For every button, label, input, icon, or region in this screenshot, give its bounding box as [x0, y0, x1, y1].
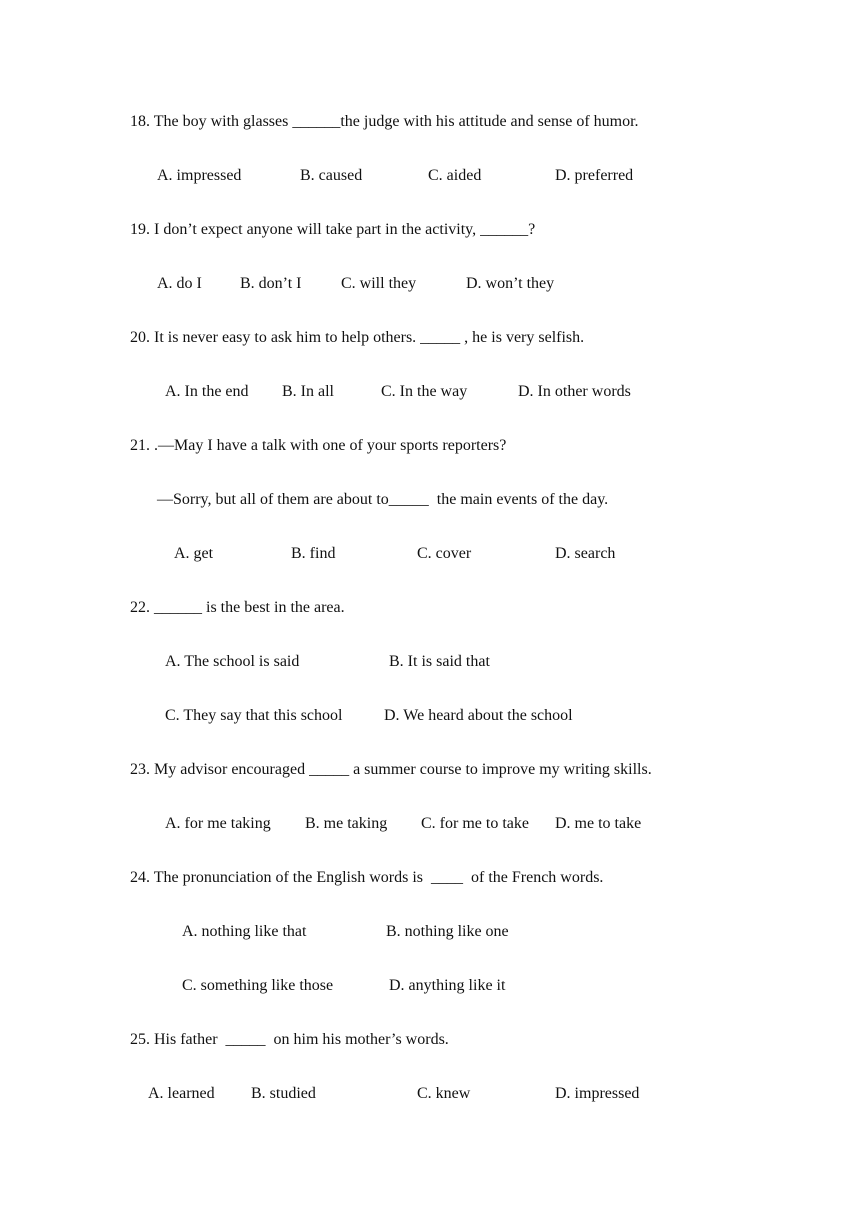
q18-option-a: A. impressed: [157, 167, 242, 184]
q24-option-a: A. nothing like that: [182, 923, 307, 940]
question-23-stem: 23. My advisor encouraged _____ a summer course to improve my writing skills.: [130, 761, 652, 778]
q24-option-d: D. anything like it: [389, 977, 506, 994]
q21-option-b: B. find: [291, 545, 336, 562]
q20-option-b: B. In all: [282, 383, 334, 400]
question-24-stem: 24. The pronunciation of the English words is ____ of the French words.: [130, 869, 604, 886]
q24-option-c: C. something like those: [182, 977, 334, 994]
q20-option-c: C. In the way: [381, 383, 468, 400]
question-21-stem: 21. .—May I have a talk with one of your sports reporters?: [130, 437, 507, 454]
q20-option-a: A. In the end: [165, 383, 249, 400]
q19-option-b: B. don’t I: [240, 275, 302, 292]
q19-option-c: C. will they: [341, 275, 417, 292]
q24-option-b: B. nothing like one: [386, 923, 509, 940]
q21-option-d: D. search: [555, 545, 616, 562]
q21-option-c: C. cover: [417, 545, 472, 562]
q19-option-a: A. do I: [157, 275, 202, 292]
question-18-stem: 18. The boy with glasses ______the judge with his attitude and sense of humor.: [130, 113, 639, 130]
q25-option-d: D. impressed: [555, 1085, 640, 1102]
q22-option-c: C. They say that this school: [165, 707, 343, 724]
q18-option-d: D. preferred: [555, 167, 634, 184]
q25-option-c: C. knew: [417, 1085, 471, 1102]
q19-option-d: D. won’t they: [466, 275, 555, 292]
q23-option-d: D. me to take: [555, 815, 642, 832]
question-25-stem: 25. His father _____ on him his mother’s words.: [130, 1031, 449, 1048]
question-21-reply: —Sorry, but all of them are about to_____ the main events of the day.: [157, 491, 609, 508]
q22-option-b: B. It is said that: [389, 653, 490, 670]
question-22-stem: 22. ______ is the best in the area.: [130, 599, 345, 616]
q23-option-b: B. me taking: [305, 815, 388, 832]
q23-option-c: C. for me to take: [421, 815, 529, 832]
q21-option-a: A. get: [174, 545, 214, 562]
q25-option-b: B. studied: [251, 1085, 316, 1102]
q22-option-a: A. The school is said: [165, 653, 300, 670]
question-19-stem: 19. I don’t expect anyone will take part in the activity, ______?: [130, 221, 536, 238]
q18-option-c: C. aided: [428, 167, 482, 184]
q22-option-d: D. We heard about the school: [384, 707, 573, 724]
question-20-stem: 20. It is never easy to ask him to help others. _____ , he is very selfish.: [130, 329, 585, 346]
q20-option-d: D. In other words: [518, 383, 631, 400]
q18-option-b: B. caused: [300, 167, 363, 184]
q23-option-a: A. for me taking: [165, 815, 271, 832]
q25-option-a: A. learned: [148, 1085, 215, 1102]
